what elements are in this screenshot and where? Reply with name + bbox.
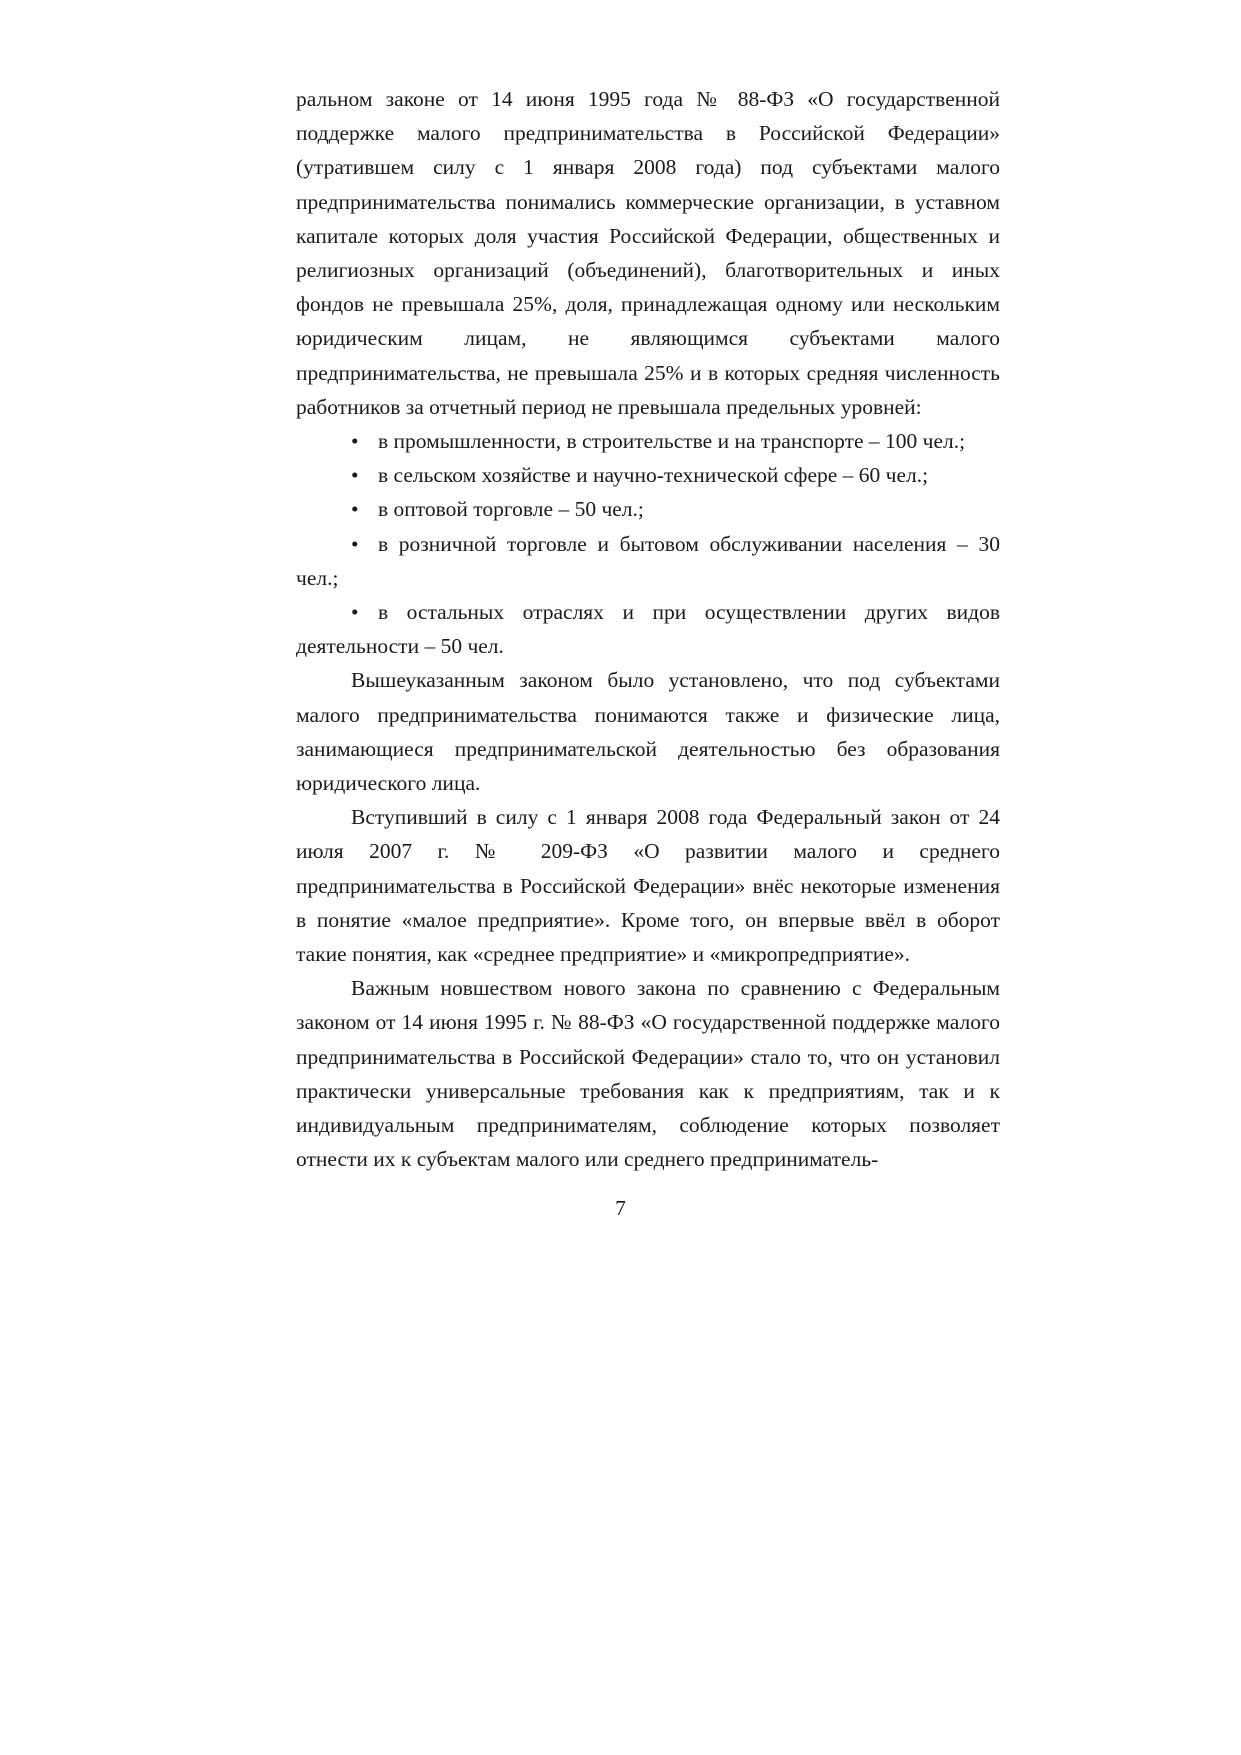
bullet-icon: •: [351, 531, 359, 556]
bullet-text: в промышленности, в строительстве и на транспорте – 100 чел.;: [378, 429, 966, 454]
paragraph-2: Вышеуказанным законом было установлено, что под субъектами малого предпринимательства понимаются также и физические лица, занимающиеся предпринимательской деятельностью без образования юридического лица.: [296, 668, 1000, 796]
bullet-icon: •: [351, 497, 359, 522]
bullet-item: [296, 595, 1000, 663]
bullet-text: в сельском хозяйстве и научно-технической сфере – 60 чел.;: [378, 463, 929, 488]
bullet-icon: •: [351, 600, 359, 625]
bullet-item: [296, 527, 1000, 595]
bullet-item: [296, 458, 1000, 492]
bullet-item: [296, 424, 1000, 458]
paragraph-3: Вступивший в силу с 1 января 2008 года Федеральный закон от 24 июля 2007 г. № 209-ФЗ «О развитии малого и среднего предпринимательства в Российской Федерации» внёс некоторые изменения в понятие «малое предприятие». Кроме того, он впервые ввёл в оборот такие понятия, как «среднее предприятие» и «микропредприятие».: [296, 805, 1000, 967]
bullet-item: [296, 492, 1000, 526]
bullet-icon: •: [351, 463, 359, 488]
bullet-text: в остальных отраслях и при осуществлении других видов деятельности – 50 чел.: [296, 600, 1000, 659]
paragraph-intro: ральном законе от 14 июня 1995 года № 88-ФЗ «О государственной поддержке малого предпринимательства в Российской Федерации» (утратившем силу с 1 января 2008 года) под субъектами малого предпринимательства понимались коммерческие организации, в уставном капитале которых доля участия Российской Федерации, общественных и религиозных организаций (объединений), благотворительных и иных фондов не превышала 25%, доля, принадлежащая одному или нескольким юридическим лицам, не являющимся субъектами малого предпринимательства, не превышала 25% и в которых средняя численность работников за отчетный период не превышала предельных уровней:: [296, 87, 1000, 419]
bullet-text: в розничной торговле и бытовом обслуживании населения – 30 чел.;: [296, 531, 1000, 590]
paragraph-4: Важным новшеством нового закона по сравнению с Федеральным законом от 14 июня 1995 г. № 88-ФЗ «О государственной поддержке малого предпринимательства в Российской Федерации» стало то, что он установил практически универсальные требования как к предприятиям, так и к индивидуальным предпринимателям, соблюдение которых позволяет отнести их к субъектам малого или среднего предприниматель-: [296, 976, 1000, 1172]
bullet-icon: •: [351, 429, 359, 454]
page-body: [296, 82, 1000, 1177]
bullet-text: в оптовой торговле – 50 чел.;: [378, 497, 644, 522]
page-number: 7: [615, 1196, 626, 1220]
